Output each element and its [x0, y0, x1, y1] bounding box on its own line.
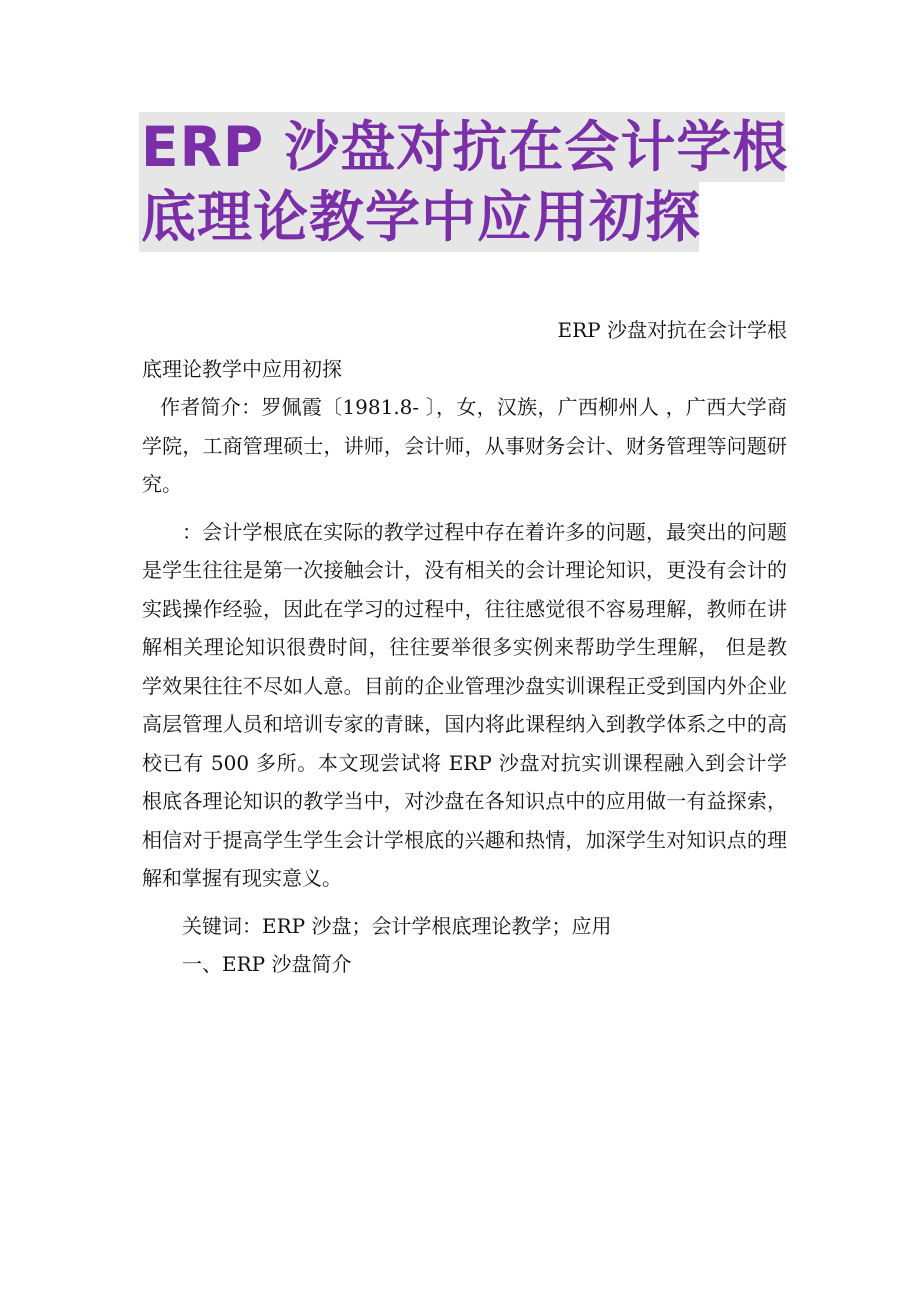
- keywords-line: 关键词：ERP 沙盘；会计学根底理论教学；应用: [182, 913, 612, 938]
- title-line-2: 底理论教学中应用初探: [139, 182, 699, 252]
- document-body: [142, 311, 787, 984]
- subtitle-line-2: 底理论教学中应用初探: [142, 356, 342, 381]
- document-title: [139, 112, 789, 252]
- abstract-paragraph: ：会计学根底在实际的教学过程中存在着许多的问题，最突出的问题是学生往往是第一次接触会计，没有相关的会计理论知识，更没有会计的实践操作经验，因此在学习的过程中，往往感觉很不容易理解，教师在讲解相关理论知识很费时间，往往要举很多实例来帮助学生理解， 但是教学效果往往不尽如人意。目前的企业管理沙盘实训课程正受到国内外企业高层管理人员和培训专家的青睐，国内将此课程纳入到教学体系之中的高校已有 500 多所。本文现尝试将 ERP 沙盘对抗实训课程融入到会计学根底各理论知识的教学当中，对沙盘在各知识点中的应用做一有益探索，相信对于提高学生学生会计学根底的兴趣和热情，加深学生对知识点的理解和掌握有现实意义。: [142, 519, 787, 890]
- section-heading-1: 一、ERP 沙盘简介: [182, 952, 352, 976]
- title-line-1: ERP 沙盘对抗在会计学根: [139, 112, 785, 182]
- author-intro-paragraph: 作者简介：罗佩霞〔1981.8- 〕，女，汉族，广西柳州人 ，广西大学商学院，工商管理硕士，讲师，会计师，从事财务会计、财务管理等问题研究。: [142, 395, 787, 496]
- subtitle-line-1: ERP 沙盘对抗在会计学根: [557, 318, 787, 342]
